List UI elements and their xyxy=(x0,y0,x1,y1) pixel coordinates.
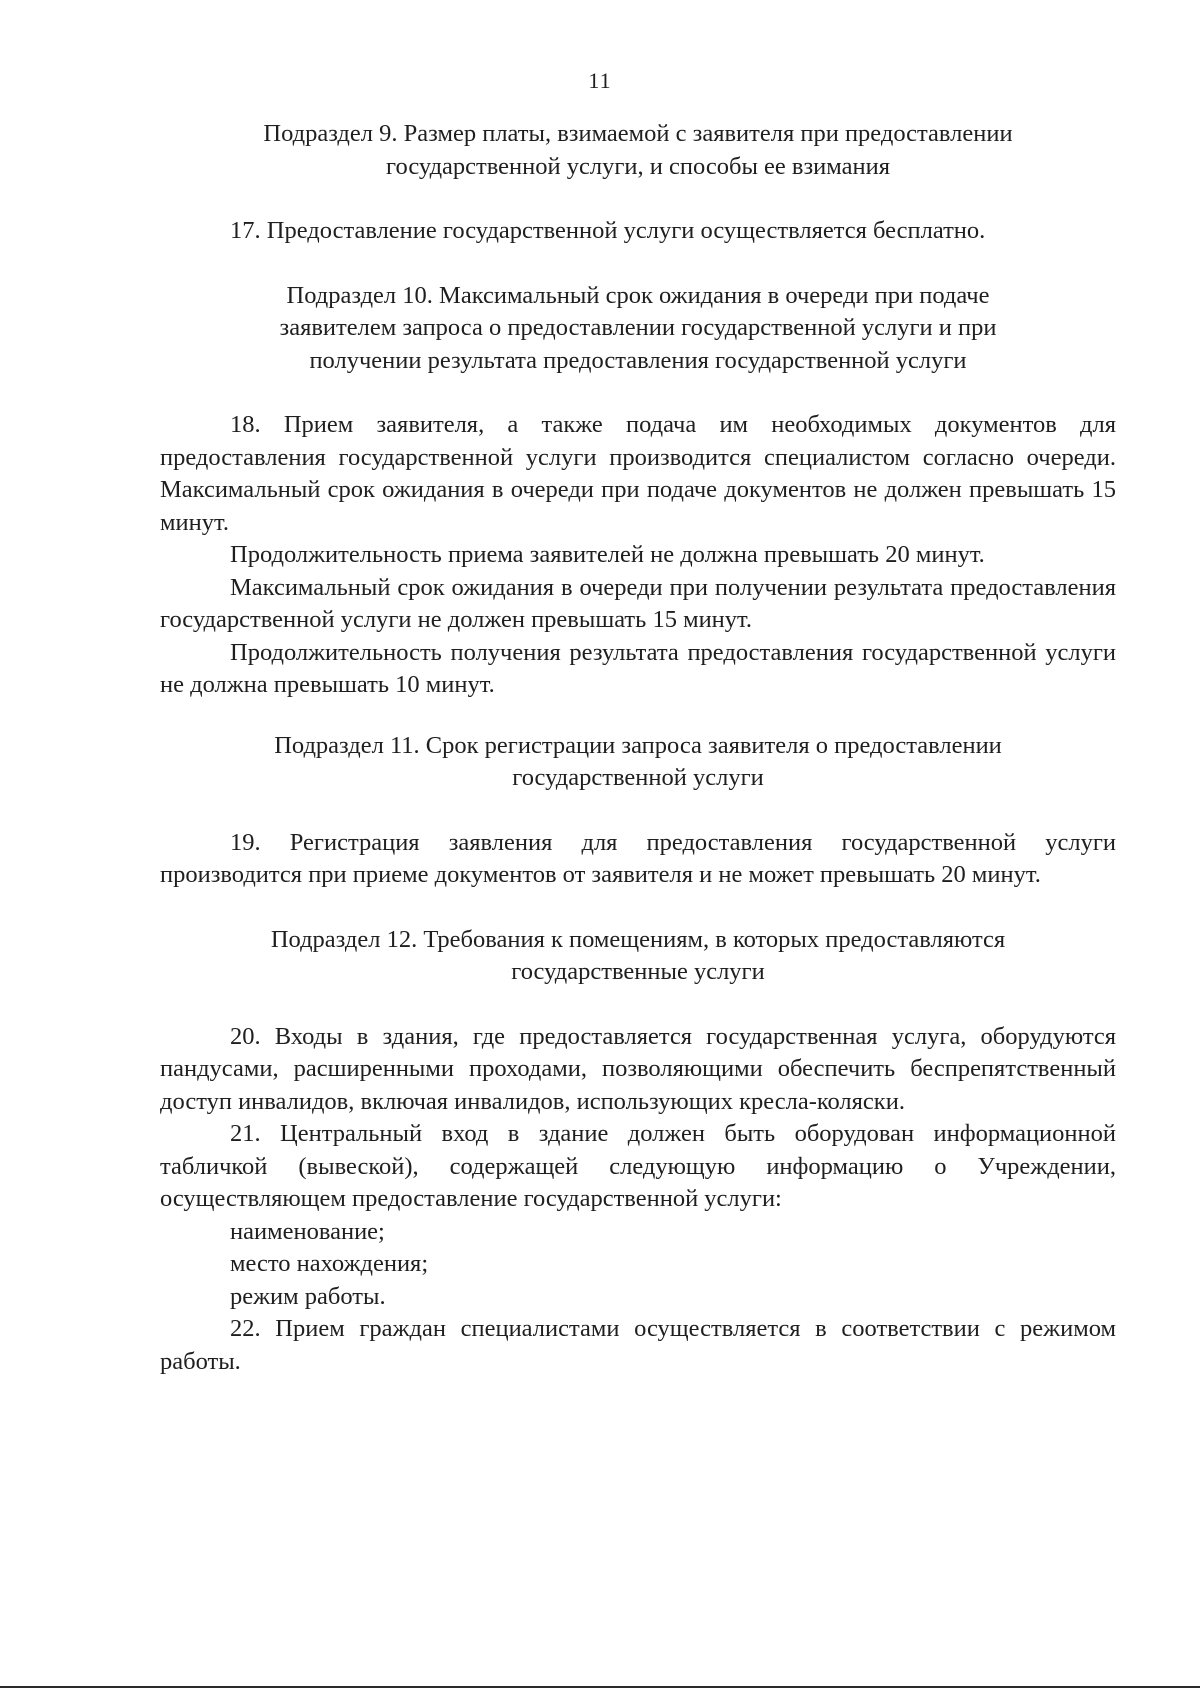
paragraph-18: 18. Прием заявителя, а также подача им необходимых документов для предоставления государственной услуги производится специалистом согласно очереди. Максимальный срок ожидания в очереди при подаче документов не должен превышать 15 минут. xyxy=(160,411,1116,536)
section-heading-10 xyxy=(160,280,1116,378)
paragraph-22: 22. Прием граждан специалистами осуществляется в соответствии с режимом работы. xyxy=(160,1315,1116,1375)
heading-line: заявителем запроса о предоставлении государственной услуги и при xyxy=(279,314,997,341)
paragraph-19: 19. Регистрация заявления для предоставления государственной услуги производится при приеме документов от заявителя и не может превышать 20 минут. xyxy=(160,828,1116,888)
paragraph-20: 20. Входы в здания, где предоставляется государственная услуга, оборудуются пандусами, расширенными проходами, позволяющими обеспечить беспрепятственный доступ инвалидов, включая инвалидов, использующих кресла-коляски. xyxy=(160,1022,1116,1115)
bottom-border-line xyxy=(0,1686,1200,1688)
heading-line: Подраздел 9. Размер платы, взимаемой с заявителя при предоставлении xyxy=(263,120,1013,147)
section-heading-11 xyxy=(160,730,1116,795)
heading-line: получении результата предоставления государственной услуги xyxy=(309,346,967,374)
section-heading-9 xyxy=(160,118,1116,183)
paragraph-result-duration: Продолжительность получения результата предоставления государственной услуги не должна превышать 10 минут. xyxy=(160,638,1116,698)
heading-line: государственные услуги xyxy=(511,958,765,985)
paragraph-21: 21. Центральный вход в здание должен быть оборудован информационной табличкой (вывеской), содержащей следующую информацию о Учреждении, осуществляющем предоставление государственной услуги: xyxy=(160,1120,1116,1212)
paragraph-reception-duration: Продолжительность приема заявителей не должна превышать 20 минут. xyxy=(230,541,985,568)
heading-line: Подраздел 10. Максимальный срок ожидания в очереди при подаче xyxy=(286,281,990,309)
section-heading-12 xyxy=(160,924,1116,989)
paragraph-result-wait: Максимальный срок ожидания в очереди при получении результата предоставления государственной услуги не должен превышать 15 минут. xyxy=(160,573,1116,633)
list-item: наименование; xyxy=(230,1217,385,1245)
list-item: место нахождения; xyxy=(230,1250,429,1277)
document-body xyxy=(160,118,1116,1378)
heading-line: государственной услуги xyxy=(512,764,764,791)
list-item: режим работы. xyxy=(230,1282,386,1310)
heading-line: Подраздел 12. Требования к помещениям, в которых предоставляются xyxy=(270,925,1006,953)
heading-line: Подраздел 11. Срок регистрации запроса заявителя о предоставлении xyxy=(274,731,1002,759)
heading-line: государственной услуги, и способы ее взимания xyxy=(386,152,890,180)
page-number: 11 xyxy=(588,68,612,93)
paragraph-17: 17. Предоставление государственной услуги осуществляется бесплатно. xyxy=(230,217,986,244)
